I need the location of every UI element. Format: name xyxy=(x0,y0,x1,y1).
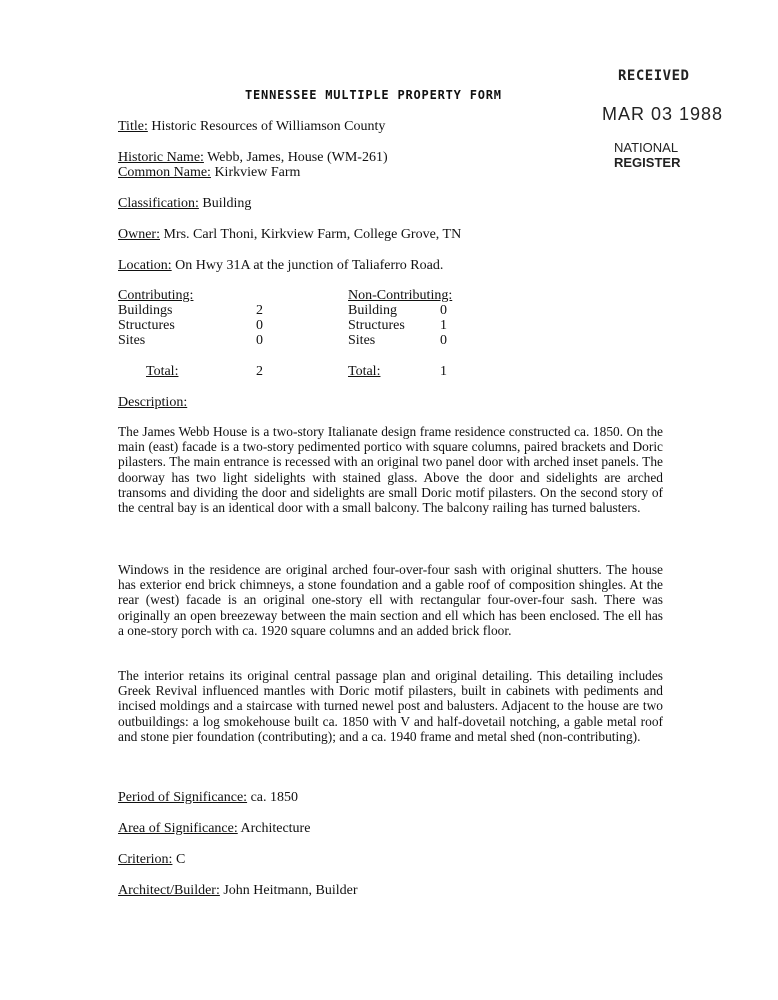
period-label: Period of Significance: xyxy=(118,790,248,805)
historic-name-line xyxy=(118,150,388,166)
non-contributing-row-label: Sites xyxy=(348,333,376,348)
contributing-row-count: 0 xyxy=(256,333,263,348)
non-contributing-row-label: Structures xyxy=(348,318,405,333)
contributing-total: 2 xyxy=(256,364,263,379)
architect-label: Architect/Builder: xyxy=(118,883,220,898)
non-contributing-row-count: 1 xyxy=(440,318,447,333)
contributing-total-label: Total: xyxy=(146,364,179,379)
non-contributing-heading: Non-Contributing: xyxy=(348,288,453,303)
historic-name-value: Webb, James, House (WM-261) xyxy=(207,150,388,165)
owner-value: Mrs. Carl Thoni, Kirkview Farm, College Grove, TN xyxy=(163,227,462,242)
title-value: Historic Resources of Williamson County xyxy=(151,119,386,134)
classification-line xyxy=(118,196,251,212)
period-line xyxy=(118,790,298,806)
period-value: ca. 1850 xyxy=(250,790,299,805)
contributing-heading: Contributing: xyxy=(118,288,194,303)
non-contributing-row-label: Building xyxy=(348,303,398,318)
classification-value: Building xyxy=(202,196,252,211)
area-label: Area of Significance: xyxy=(118,821,238,836)
contributing-table xyxy=(118,288,318,384)
non-contributing-table xyxy=(348,288,548,384)
location-value: On Hwy 31A at the junction of Taliaferro Road. xyxy=(175,258,444,273)
location-label: Location: xyxy=(118,258,172,273)
historic-name-label: Historic Name: xyxy=(118,150,204,165)
national-register-stamp xyxy=(614,140,680,170)
non-contributing-row-count: 0 xyxy=(440,303,447,318)
description-heading-line xyxy=(118,395,187,411)
criterion-line xyxy=(118,852,185,868)
description-paragraph: The interior retains its original central passage plan and original detailing. This detailing includes Greek Revival influenced mantles with Doric motif pilasters, built in cabinets with pediments and incised moldings and a staircase with turned newel post and balusters. Adjacent to the house are two outbuildings: a log smokehouse built ca. 1850 with V and half-dovetail notching, a gable metal roof and stone pier foundation (contributing); and a ca. 1940 frame and metal shed (non-contributing). xyxy=(118,668,663,744)
received-stamp: RECEIVED xyxy=(618,68,690,84)
common-name-line xyxy=(118,165,300,181)
location-line xyxy=(118,258,443,274)
criterion-label: Criterion: xyxy=(118,852,173,867)
common-name-value: Kirkview Farm xyxy=(214,165,301,180)
stamp-register-text: REGISTER xyxy=(614,155,681,170)
non-contributing-total: 1 xyxy=(440,364,447,379)
contributing-row-label: Sites xyxy=(118,333,146,348)
architect-line xyxy=(118,883,358,899)
area-value: Architecture xyxy=(240,821,311,836)
received-date-stamp: MAR 03 1988 xyxy=(602,104,724,124)
architect-value: John Heitmann, Builder xyxy=(223,883,358,898)
description-paragraph: Windows in the residence are original arched four-over-four sash with original shutters. The house has exterior end brick chimneys, a stone foundation and a gable roof of composition shingles. At the rear (west) facade is an original one-story ell with rectangular four-over-four sash. There was originally an open breezeway between the main section and ell which has been enclosed. The ell has a one-story porch with ca. 1920 square columns and an added brick floor. xyxy=(118,562,663,638)
form-title: TENNESSEE MULTIPLE PROPERTY FORM xyxy=(245,88,502,102)
common-name-label: Common Name: xyxy=(118,165,211,180)
title-label: Title: xyxy=(118,119,148,134)
stamp-national-text: NATIONAL xyxy=(614,140,679,155)
contributing-row-label: Buildings xyxy=(118,303,173,318)
contributing-row-count: 2 xyxy=(256,303,263,318)
contributing-row-count: 0 xyxy=(256,318,263,333)
non-contributing-total-label: Total: xyxy=(348,364,381,379)
criterion-value: C xyxy=(175,852,186,867)
contributing-row-label: Structures xyxy=(118,318,175,333)
description-paragraph: The James Webb House is a two-story Italianate design frame residence constructed ca. 1850. On the main (east) facade is a two-story pedimented portico with square columns, paired brackets and Doric pilasters. The main entrance is recessed with an original two panel door with arched inset panels. The doorway has two light sidelights with stained glass. Above the door and sidelights are arched transoms and dividing the door and sidelights are small Doric motif pilasters. On the second story of the central bay is an identical door with a small balcony. The balcony railing has turned balusters. xyxy=(118,424,663,516)
owner-line xyxy=(118,227,461,243)
owner-label: Owner: xyxy=(118,227,160,242)
description-heading: Description: xyxy=(118,395,188,410)
title-line xyxy=(118,119,385,135)
area-line xyxy=(118,821,310,837)
classification-label: Classification: xyxy=(118,196,199,211)
non-contributing-row-count: 0 xyxy=(440,333,447,348)
